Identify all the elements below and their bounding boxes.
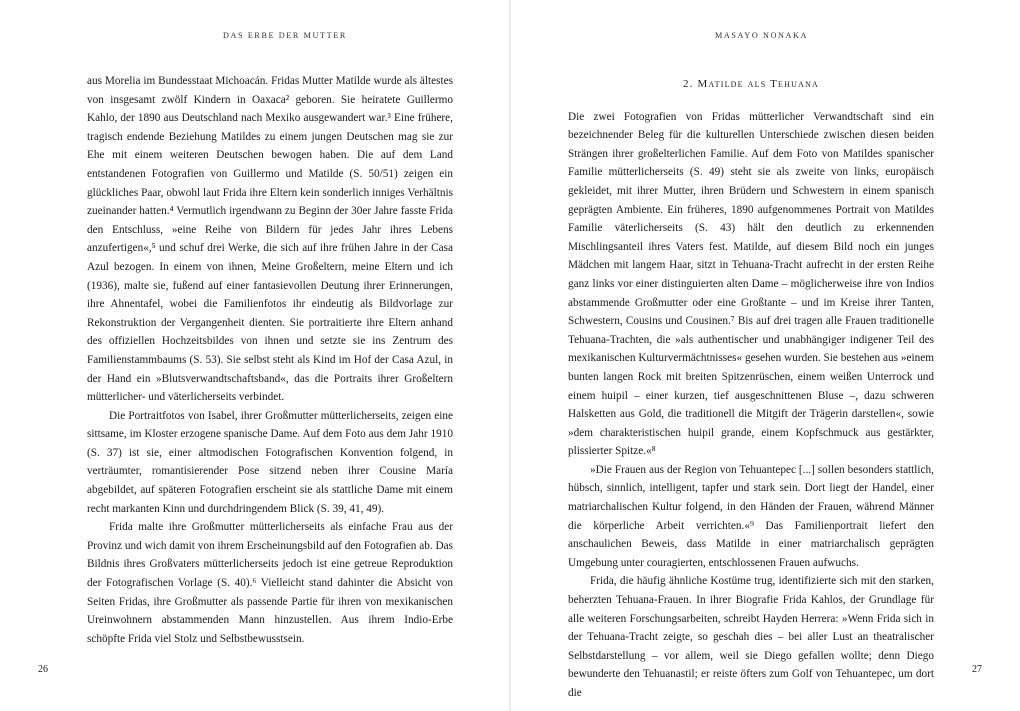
paragraph: »Die Frauen aus der Region von Tehuantepec [...] sollen besonders stattlich, hübsch, sinnlich, intelligent, tapfer und stark sein. Dort liegt der Handel, einer matriarchalischen Kultur folgend, in den Händen der Frauen, während Männer die körperliche Arbeit verrichten.«⁹ Das Familienportrait liefert den anschaulichen Beweis, dass Matilde in einer matriarchalisch geprägten Umgebung unter couragierten, entschlossenen Frauen aufwuchs. (568, 463, 934, 569)
right-page (511, 0, 1020, 711)
left-page (0, 0, 509, 711)
paragraph: Die zwei Fotografien von Fridas mütterlicher Verwandtschaft sind ein bezeichnender Beleg für die kulturellen Unterschiede zwischen diesen beiden Strängen ihrer großelterlichen Familie. Auf dem Foto von Matildes spanischer Familie mütterlicherseits (S. 49) steht sie als zweite von links, europäisch gekleidet, mit ihrer Mutter, ihren Brüdern und Schwestern in einem spanisch geprägten Ambiente. Ein früheres, 1890 aufgenommenes Portrait von Matildes Familie väterlicherseits (S. 43) hält den deutlich zu erkennenden Mischlingsanteil ihres Vaters fest. Matilde, auf diesem Bild noch ein junges Mädchen mit langem Haar, sitzt in Tehuana-Tracht aufrecht in der ersten Reihe ganz links vor einer distinguierten alten Dame – möglicherweise ihre von Indios abstammende Großmutter oder eine Großtante – und im Kreise ihrer Tanten, Schwestern, Cousins und Cousinen.⁷ Bis auf drei tragen alle Frauen traditionelle Tehuana-Trachten, die »als authentischer und unabhängiger indigener Teil des mexikanischen Kulturvermächtnisses« gesehen wurden. Sie bestehen aus »einem bunten langen Rock mit breiten Spitzenrüschen, einem weißen Unterrock und einem huipil – einer kurzen, tief ausgeschnittenen Bluse –, dazu schweren Halsketten aus Gold, die traditionell die Mitgift der Trägerin darstellen«, sowie »dem charakteristischen huipil grande, einem Kopfschmuck aus gestärkter, plissierter Spitze.«⁸ (568, 110, 934, 458)
paragraph: Frida malte ihre Großmutter mütterlicherseits als einfache Frau aus der Provinz und wich damit von ihrem Erscheinungsbild auf den Fotografien ab. Das Bildnis ihres Großvaters mütterlicherseits jedoch ist eine getreue Reproduktion der Fotografischen Vorlage (S. 40).⁶ Vielleicht stand dahinter die Absicht von Seiten Fridas, ihre Großmutter als passende Partie für ihren von mexikanischen Ureinwohnern abstammenden Mann hinzustellen. Aus ihrem Indio-Erbe schöpfte Frida viel Stolz und Selbstbewusstsein. (87, 521, 453, 645)
running-head-right: MASAYO NONAKA (715, 31, 809, 40)
section-heading: 2. Matilde als Tehuana (682, 78, 820, 90)
left-page-body (87, 72, 453, 648)
paragraph: Die Portraitfotos von Isabel, ihrer Großmutter mütterlicherseits, zeigen eine sittsame, im Kloster erzogene spanische Dame. Auf dem Foto aus dem Jahr 1910 (S. 37) ist sie, einer altmodischen Fotografischen Konvention folgend, in verträumter, romantisierender Pose sitzend neben ihrer Cousine María abgebildet, auf späteren Fotografien erscheint sie als stattliche Dame mit einem recht markanten Kinn und durchdringendem Blick (S. 39, 41, 49). (87, 409, 453, 515)
page-number-right: 27 (972, 664, 982, 675)
page-number-left: 26 (38, 664, 48, 675)
paragraph: Frida, die häufig ähnliche Kostüme trug, identifizierte sich mit den starken, beherzten Tehuana-Frauen. In ihrer Biografie Frida Kahlos, der Grundlage für alle weiteren Forschungsarbeiten, schreibt Hayden Herrera: »Wenn Frida sich in der Tehuana-Tracht zeigte, so geschah dies – bei aller Lust an theatralischer Selbstdarstellung – vor allem, weil sie Diego gefallen wollte; denn Diego bewunderte den Tehuanastil; er reiste öfters zum Golf von Tehuantepec, um dort die (568, 575, 934, 699)
right-page-body (568, 72, 934, 703)
running-head-left: DAS ERBE DER MUTTER (223, 31, 347, 40)
paragraph: aus Morelia im Bundesstaat Michoacán. Fridas Mutter Matilde wurde als ältestes von insgesamt zwölf Kindern in Oaxaca² geboren. Sie heiratete Guillermo Kahlo, der 1890 aus Deutschland nach Mexiko ausgewandert war.³ Eine frühere, tragisch endende Beziehung Matildes zu einem jungen Deutschen mag sie zur Ehe mit einem weiteren Deutschen bewogen haben. Die auf dem Land entstandenen Fotografien von Guillermo und Matilde (S. 50/51) zeigen ein glückliches Paar, obwohl laut Frida ihre Eltern kein sonderlich inniges Verhältnis zueinander hatten.⁴ Vermutlich irgendwann zu Beginn der 30er Jahre fasste Frida den Entschluss, »eine Reihe von Bildern für jedes Jahr ihres Lebens anzufertigen«,⁵ und schuf drei Werke, die sich auf ihre frühen Jahre in der Casa Azul bezogen. In einem von ihnen, Meine Großeltern, meine Eltern und ich (1936), malte sie, fußend auf einer fantasievollen Deutung ihrer Erinnerungen, ihre Ahnentafel, wobei die Familienfotos ihr eindeutig als Bildvorlage zur Rekonstruktion der Vergangenheit dienten. Sie portraitierte ihre Eltern anhand des offiziellen Hochzeitsbildes von ihnen und setzte sie ins Zentrum des Familienstammbaums (S. 53). Sie selbst steht als Kind im Hof der Casa Azul, in der Hand ein »Blutsverwandtschaftsband«, das die Portraits ihrer Großeltern mütterlicher- und väterlicherseits verbindet. (87, 75, 453, 404)
